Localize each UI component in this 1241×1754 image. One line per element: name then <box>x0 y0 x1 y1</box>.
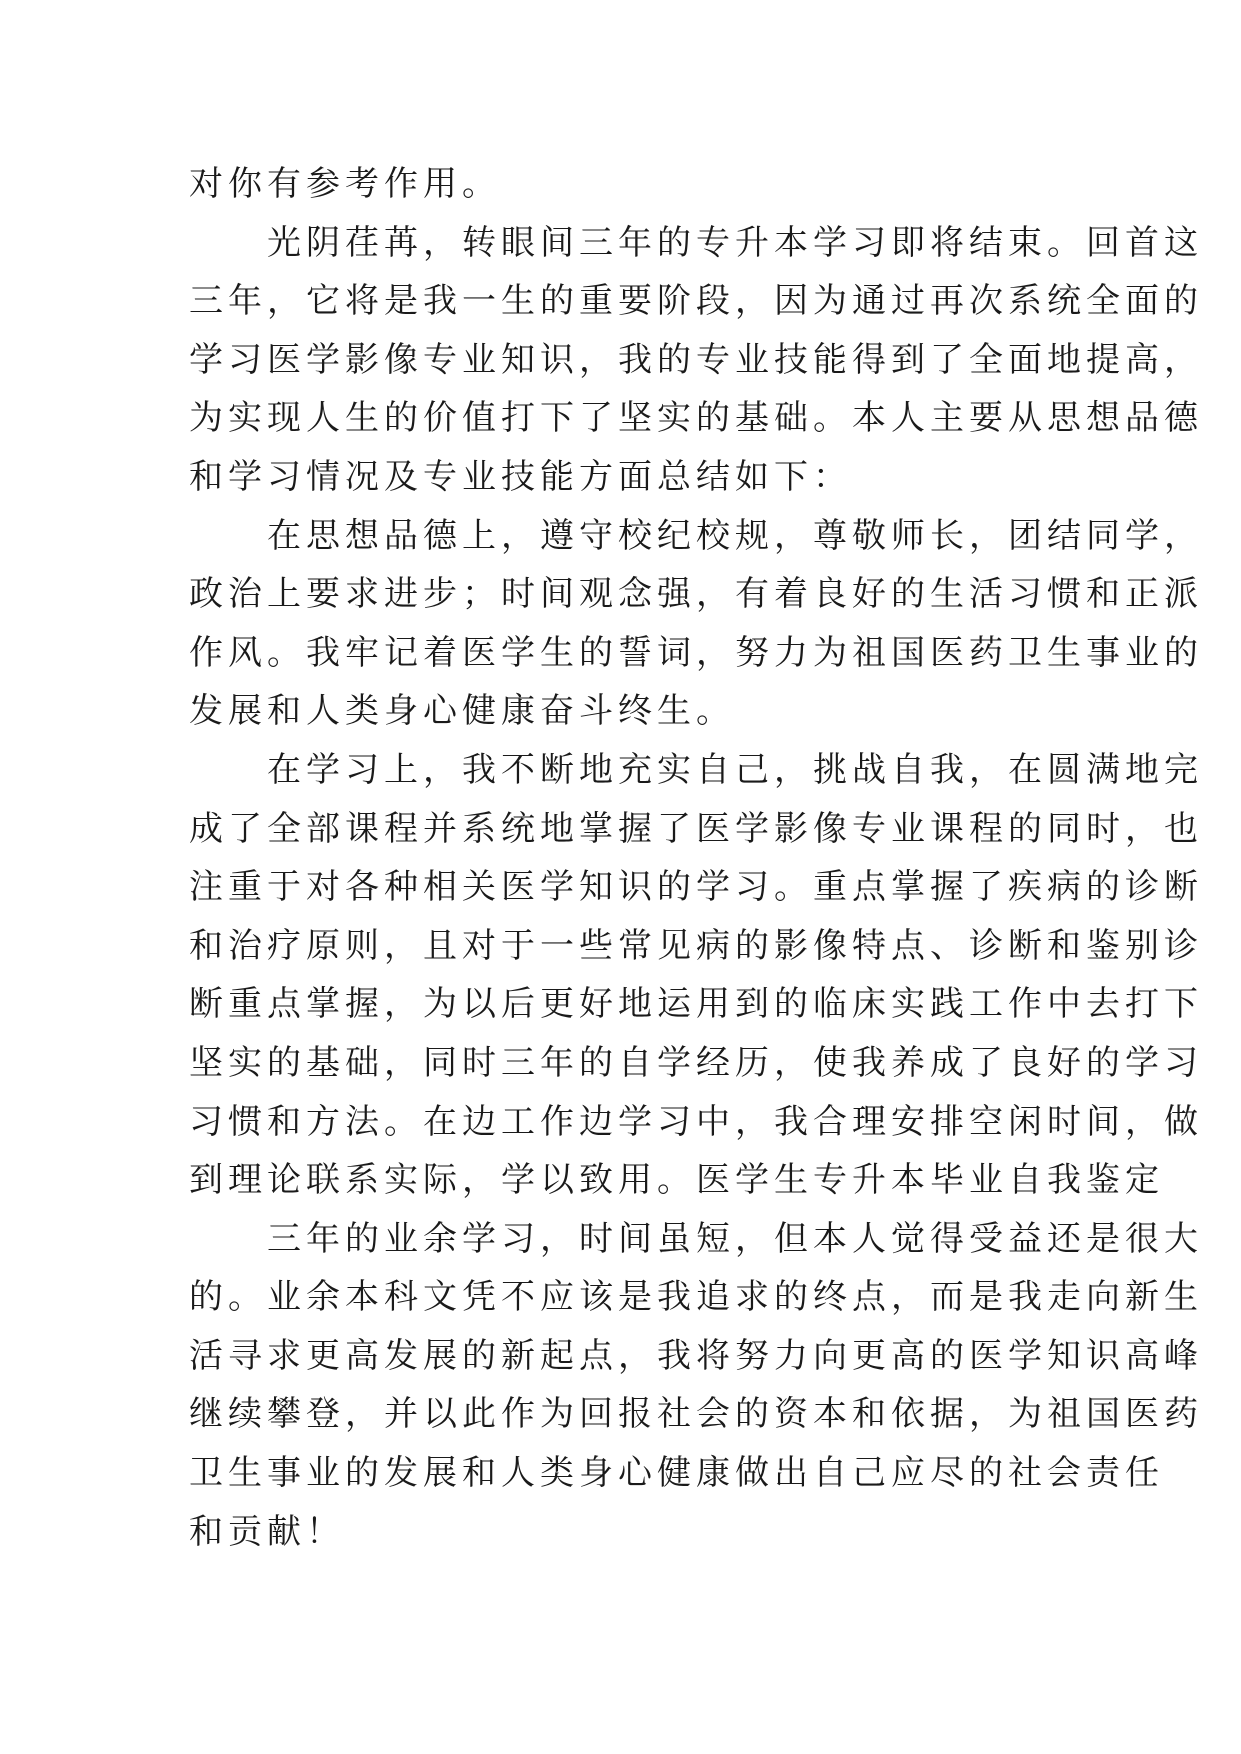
text-line: 和学习情况及专业技能方面总结如下： <box>189 456 852 497</box>
text-line: 和贡献！ <box>189 1511 345 1552</box>
text-line: 和治疗原则，且对于一些常见病的影像特点、诊断和鉴别诊 <box>189 925 1203 966</box>
text-line: 活寻求更高发展的新起点，我将努力向更高的医学知识高峰 <box>189 1335 1203 1376</box>
paragraph-first-line: 光阴荏苒，转眼间三年的专升本学习即将结束。回首这 <box>267 222 1203 263</box>
text-line: 卫生事业的发展和人类身心健康做出自己应尽的社会责任 <box>189 1453 1164 1494</box>
text-line: 政治上要求进步；时间观念强，有着良好的生活习惯和正派 <box>189 574 1203 615</box>
text-line: 为实现人生的价值打下了坚实的基础。本人主要从思想品德 <box>189 398 1203 439</box>
text-line: 到理论联系实际，学以致用。医学生专升本毕业自我鉴定 <box>189 1160 1164 1201</box>
text-line: 的。业余本科文凭不应该是我追求的终点，而是我走向新生 <box>189 1277 1203 1318</box>
text-line: 对你有参考作用。 <box>189 164 501 204</box>
text-line: 继续攀登，并以此作为回报社会的资本和依据，为祖国医药 <box>189 1394 1203 1435</box>
text-line: 断重点掌握，为以后更好地运用到的临床实践工作中去打下 <box>189 984 1203 1025</box>
text-line: 习惯和方法。在边工作边学习中，我合理安排空闲时间，做 <box>189 1101 1203 1142</box>
paragraph-first-line: 在学习上，我不断地充实自己，挑战自我，在圆满地完 <box>267 749 1203 790</box>
document-body <box>189 155 1203 1561</box>
paragraph-first-line: 在思想品德上，遵守校纪校规，尊敬师长，团结同学， <box>267 515 1203 556</box>
paragraph-first-line: 三年的业余学习，时间虽短，但本人觉得受益还是很大 <box>267 1218 1203 1259</box>
text-line: 学习医学影像专业知识，我的专业技能得到了全面地提高， <box>189 339 1203 380</box>
text-line: 成了全部课程并系统地掌握了医学影像专业课程的同时，也 <box>189 808 1203 849</box>
text-line: 作风。我牢记着医学生的誓词，努力为祖国医药卫生事业的 <box>189 632 1203 673</box>
text-line: 坚实的基础，同时三年的自学经历，使我养成了良好的学习 <box>189 1042 1203 1083</box>
text-line: 注重于对各种相关医学知识的学习。重点掌握了疾病的诊断 <box>189 867 1203 908</box>
text-line: 发展和人类身心健康奋斗终生。 <box>189 691 735 732</box>
text-line: 三年，它将是我一生的重要阶段，因为通过再次系统全面的 <box>189 281 1203 322</box>
